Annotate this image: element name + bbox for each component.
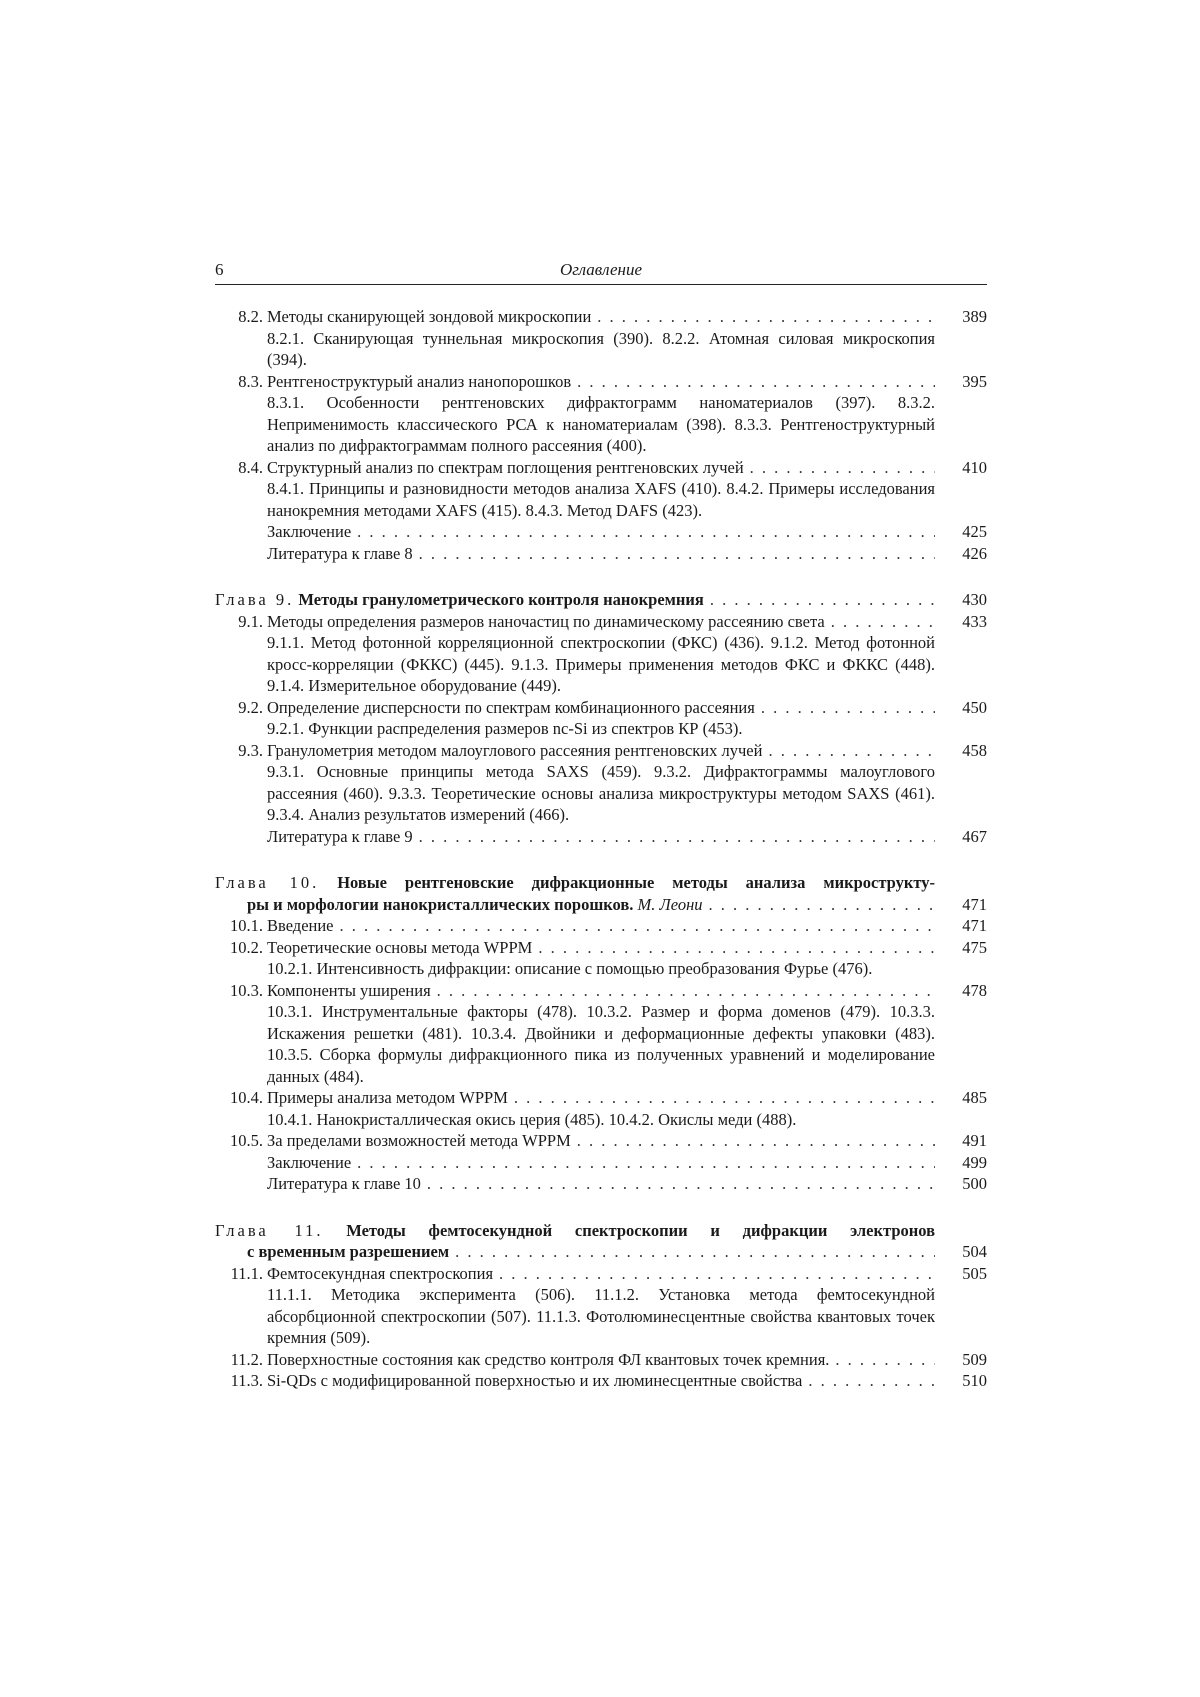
page-ref: 425 [962, 522, 987, 541]
section-title: Литература к главе 10 [267, 1174, 421, 1193]
leader-dots [704, 589, 935, 611]
page-ref: 410 [962, 457, 987, 477]
toc-entry[interactable] [215, 457, 987, 522]
section-number: 11.1. [230, 1263, 263, 1283]
chapter-title: Методы фемтосекундной спектроскопии и дифракции электронов [346, 1220, 935, 1240]
toc-entry[interactable] [215, 740, 987, 826]
chapter-title: Новые рентгеновские дифракционные методы анализа микрострукту- [337, 873, 935, 892]
section-title: Литература к главе 9 [267, 826, 413, 846]
toc-entry[interactable] [215, 1370, 987, 1392]
section-title: Литература к главе 8 [267, 543, 413, 563]
leader-dots [829, 1349, 935, 1371]
leader-dots [351, 521, 935, 543]
leader-dots [421, 1173, 935, 1195]
chapter-author: М. Леони [637, 894, 703, 914]
toc-entry[interactable] [215, 937, 987, 980]
leader-dots [744, 457, 935, 479]
subsections: 11.1.1. Методика эксперимента (506). 11.1.2. Установка метода фемтосекундной абсорбционной спектроскопии (507). 11.1.3. Фотолюминесцентные свойства квантовых точек кремния (509). [267, 1285, 935, 1347]
leader-dots [571, 1130, 935, 1152]
page-ref: 458 [962, 740, 987, 760]
section-number: 11.3. [230, 1371, 263, 1390]
chapter-entry[interactable] [215, 872, 987, 915]
page-ref: 478 [962, 980, 987, 1000]
section-title: Компоненты уширения [267, 980, 431, 1000]
section-number: 10.1. [230, 916, 263, 935]
section-title: Заключение [267, 1152, 352, 1172]
toc-entry[interactable] [215, 611, 987, 697]
section-number: 8.3. [238, 371, 263, 391]
leader-dots [762, 740, 935, 762]
section-number: 11.2. [230, 1349, 263, 1369]
section-number: 8.4. [238, 457, 263, 477]
section-title: Фемтосекундная спектроскопия [267, 1263, 494, 1283]
toc-entry[interactable] [215, 521, 987, 543]
section-title: Поверхностные состояния как средство контроля ФЛ квантовых точек кремния. [267, 1349, 830, 1369]
section-title: Определение дисперсности по спектрам комбинационного рассеяния [267, 697, 755, 717]
toc-entry[interactable] [215, 915, 987, 937]
page-ref: 450 [962, 697, 987, 717]
leader-dots [431, 980, 935, 1002]
page-number: 6 [215, 260, 224, 279]
chapter-title-continued: с временным разрешением [247, 1242, 450, 1261]
chapter-label: Глава 9. [215, 590, 295, 609]
chapter-label: Глава 11. [215, 1220, 324, 1240]
section-title: Гранулометрия методом малоуглового рассеяния рентгеновских лучей [267, 740, 763, 760]
subsections: 9.2.1. Функции распределения размеров nc-Si из спектров КР (453). [267, 719, 743, 738]
section-number: 9.3. [238, 740, 263, 760]
chapter-entry[interactable] [215, 1220, 987, 1263]
page-ref: 510 [962, 1371, 987, 1390]
page-ref: 471 [962, 916, 987, 935]
section-title: Методы определения размеров наночастиц по динамическому рассеянию света [267, 611, 825, 631]
page-ref: 395 [962, 371, 987, 391]
leader-dots [571, 371, 935, 393]
page-ref: 430 [962, 590, 987, 609]
section-number: 9.2. [238, 697, 263, 717]
section-title: Заключение [267, 522, 352, 541]
chapter-entry[interactable] [215, 589, 987, 611]
chapter-title-continued: ры и морфологии нанокристаллических порошков. [247, 894, 634, 914]
leader-dots [508, 1087, 935, 1109]
section-number: 9.1. [238, 611, 263, 631]
subsections: 8.2.1. Сканирующая туннельная микроскопия (390). 8.2.2. Атомная силовая микроскопия (394). [267, 328, 935, 369]
toc-entry[interactable] [215, 1130, 987, 1152]
section-title: За пределами возможностей метода WPPM [267, 1131, 571, 1150]
subsections: 8.4.1. Принципы и разновидности методов анализа XAFS (410). 8.4.2. Примеры исследования нанокремния методами XAFS (415). 8.4.3. Метод DAFS (423). [267, 479, 935, 520]
page-header [215, 258, 987, 285]
leader-dots [825, 611, 935, 633]
page-ref: 471 [962, 894, 987, 914]
toc-entry[interactable] [215, 980, 987, 1088]
toc-entry[interactable] [215, 697, 987, 740]
toc-entry[interactable] [215, 1349, 987, 1371]
subsections: 10.2.1. Интенсивность дифракции: описание с помощью преобразования Фурье (476). [267, 959, 873, 978]
section-title: Теоретические основы метода WPPM [267, 937, 533, 957]
page-ref: 504 [962, 1242, 987, 1261]
subsections: 8.3.1. Особенности рентгеновских дифрактограмм наноматериалов (397). 8.3.2. Неприменимость классического РСА к наноматериалам (398). 8.3.3. Рентгеноструктурный анализ по дифрактограммам полного рассеяния (400). [267, 393, 935, 455]
page-ref: 475 [962, 937, 987, 957]
toc-entry[interactable] [215, 1173, 987, 1195]
subsections: 10.4.1. Нанокристаллическая окись церия (485). 10.4.2. Окислы меди (488). [267, 1109, 797, 1129]
table-of-contents [215, 306, 987, 1392]
page-ref: 500 [962, 1174, 987, 1193]
page-ref: 491 [962, 1131, 987, 1150]
leader-dots [449, 1241, 935, 1263]
leader-dots [591, 306, 935, 328]
page-ref: 467 [962, 826, 987, 846]
leader-dots [703, 894, 935, 916]
leader-dots [351, 1152, 935, 1174]
section-title: Рентгеноструктурый анализ нанопорошков [267, 371, 572, 391]
section-number: 8.2. [238, 307, 263, 326]
toc-entry[interactable] [215, 1087, 987, 1130]
chapter-title: Методы гранулометрического контроля нанокремния [298, 590, 704, 609]
running-title: Оглавление [559, 260, 643, 279]
chapter-label: Глава 10. [215, 873, 320, 892]
leader-dots [413, 543, 935, 565]
section-number: 10.3. [230, 980, 263, 1000]
leader-dots [532, 937, 935, 959]
page-ref: 505 [962, 1263, 987, 1283]
leader-dots [413, 826, 935, 848]
toc-entry[interactable] [215, 826, 987, 848]
section-title: Примеры анализа методом WPPM [267, 1088, 508, 1107]
toc-entry[interactable] [215, 543, 987, 565]
leader-dots [802, 1370, 935, 1392]
leader-dots [755, 697, 935, 719]
section-number: 10.2. [230, 937, 263, 957]
leader-dots [493, 1263, 935, 1285]
page-ref: 499 [962, 1152, 987, 1172]
toc-entry[interactable] [215, 306, 987, 371]
page-ref: 485 [962, 1088, 987, 1107]
section-title: Структурный анализ по спектрам поглощения рентгеновских лучей [267, 457, 744, 477]
section-title: Методы сканирующей зондовой микроскопии [267, 307, 592, 326]
subsections: 9.3.1. Основные принципы метода SAXS (459). 9.3.2. Дифрактограммы малоуглового рассеяния (460). 9.3.3. Теоретические основы анализа микроструктуры методом SAXS (461). 9.3.4. Анализ результатов измерений (466). [267, 762, 935, 824]
toc-entry[interactable] [215, 1152, 987, 1174]
toc-entry[interactable] [215, 371, 987, 457]
section-number: 10.4. [230, 1088, 263, 1107]
page-ref: 509 [962, 1349, 987, 1369]
section-title: Si-QDs с модифицированной поверхностью и их люминесцентные свойства [267, 1371, 803, 1390]
toc-entry[interactable] [215, 1263, 987, 1349]
subsections: 9.1.1. Метод фотонной корреляционной спектроскопии (ФКС) (436). 9.1.2. Метод фотонной кросс-корреляции (ФККС) (445). 9.1.3. Примеры применения методов ФКС и ФККС (448). 9.1.4. Измерительное оборудование (449). [267, 633, 935, 695]
section-title: Введение [267, 916, 334, 935]
subsections: 10.3.1. Инструментальные факторы (478). 10.3.2. Размер и форма доменов (479). 10.3.3. Искажения решетки (481). 10.3.4. Двойники и деформационные дефекты упаковки (483). 10.3.5. Сборка формулы дифракционного пика из полученных уравнений и моделирование данных (484). [267, 1002, 935, 1086]
page-ref: 426 [962, 543, 987, 563]
page-ref: 433 [962, 611, 987, 631]
leader-dots [334, 915, 935, 937]
section-number: 10.5. [230, 1131, 263, 1150]
page-ref: 389 [962, 307, 987, 326]
